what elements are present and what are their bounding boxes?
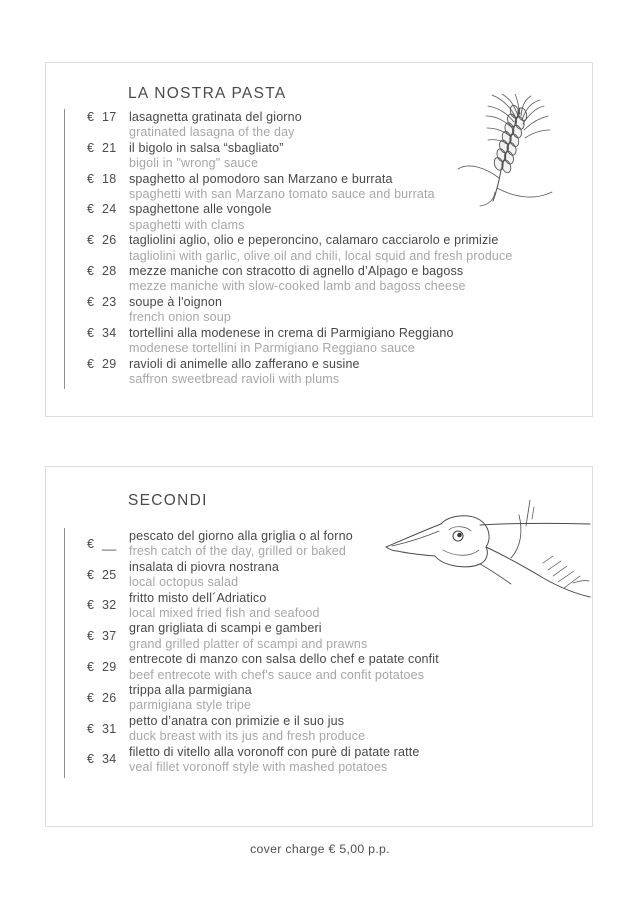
item-price: € 29 [87,356,117,371]
item-name: lasagnetta gratinata del giorno [129,110,302,124]
cover-charge-note: cover charge € 5,00 p.p. [250,842,390,856]
item-price: € 17 [87,110,117,124]
item-name: petto d’anatra con primizie e il suo jus [129,713,345,728]
secondi-items-list [64,528,439,778]
item-price: € 18 [87,171,117,186]
item-name: insalata di piovra nostrana [129,559,279,574]
item-translation: mezze maniche with slow-cooked lamb and bagoss cheese [129,279,466,294]
item-price: € 28 [87,264,117,279]
secondi-section [45,466,593,827]
item-translation: tagliolini with garlic, olive oil and chili, local squid and fresh produce [129,248,513,263]
menu-item [65,202,513,233]
item-translation: french onion soup [129,310,231,325]
item-name: spaghettone alle vongole [129,202,272,217]
menu-item [65,652,439,683]
item-translation: fresh catch of the day, grilled or baked [129,544,346,559]
item-name: spaghetto al pomodoro san Marzano e burrata [129,171,393,186]
item-price: € 24 [87,202,117,217]
item-translation: local mixed fried fish and seafood [129,606,320,621]
menu-item [65,560,439,591]
item-price: € 29 [87,659,117,674]
menu-item [65,326,513,357]
menu-item [65,295,513,326]
item-name: mezze maniche con stracotto di agnello d’Alpago e bagoss [129,264,464,279]
menu-item [65,233,513,264]
menu-item [65,714,439,745]
item-price: € 32 [87,598,117,613]
item-name: entrecote di manzo con salsa dello chef e patate confit [129,652,439,667]
item-translation: duck breast with its jus and fresh produce [129,729,366,744]
item-translation: saffron sweetbread ravioli with plums [129,371,340,386]
item-name: tagliolini aglio, olio e peperoncino, calamaro cacciarolo e primizie [129,233,499,248]
item-price: € 21 [87,140,117,155]
item-name: tortellini alla modenese in crema di Parmigiano Reggiano [129,325,454,340]
item-translation: grand grilled platter of scampi and prawns [129,636,368,651]
item-name: soupe à l'oignon [129,294,223,309]
menu-item [65,745,439,776]
item-price: € 25 [87,567,117,582]
menu-item [65,264,513,295]
item-translation: gratinated lasagna of the day [129,125,295,140]
item-translation: veal fillet voronoff style with mashed potatoes [129,760,388,775]
item-translation: bigoli in "wrong" sauce [129,156,259,171]
menu-item [65,110,513,141]
item-price: € 31 [87,721,117,736]
item-translation: local octopus salad [129,575,239,590]
item-name: fritto misto dell´Adriatico [129,590,267,605]
item-price: € 23 [87,294,117,309]
item-name: ravioli di animelle allo zafferano e susine [129,356,360,371]
menu-item [65,141,513,172]
item-price: € 26 [87,233,117,248]
menu-item [65,357,513,388]
pasta-section [45,62,593,417]
menu-item [65,172,513,203]
menu-item [65,529,439,560]
item-name: filetto di vitello alla voronoff con purè di patate ratte [129,744,420,759]
item-translation: modenese tortellini in Parmigiano Reggiano sauce [129,341,415,356]
menu-item [65,683,439,714]
item-name: trippa alla parmigiana [129,683,252,698]
menu-item [65,621,439,652]
item-translation: spaghetti with clams [129,217,245,232]
secondi-section-title: SECONDI [128,492,208,509]
item-price: € 26 [87,690,117,705]
pasta-items-list [64,109,513,389]
item-price: € 37 [87,629,117,644]
item-name: pescato del giorno alla griglia o al forno [129,529,353,543]
menu-item [65,591,439,622]
item-price: € 34 [87,325,117,340]
item-translation: parmigiana style tripe [129,698,252,713]
item-name: gran grigliata di scampi e gamberi [129,621,322,636]
pasta-section-title: LA NOSTRA PASTA [128,85,287,102]
item-price: € __ [87,536,117,551]
item-name: il bigolo in salsa “sbagliato” [129,140,284,155]
item-price: € 34 [87,752,117,767]
item-translation: beef entrecote with chef's sauce and confit potatoes [129,667,425,682]
item-translation: spaghetti with san Marzano tomato sauce and burrata [129,187,435,202]
